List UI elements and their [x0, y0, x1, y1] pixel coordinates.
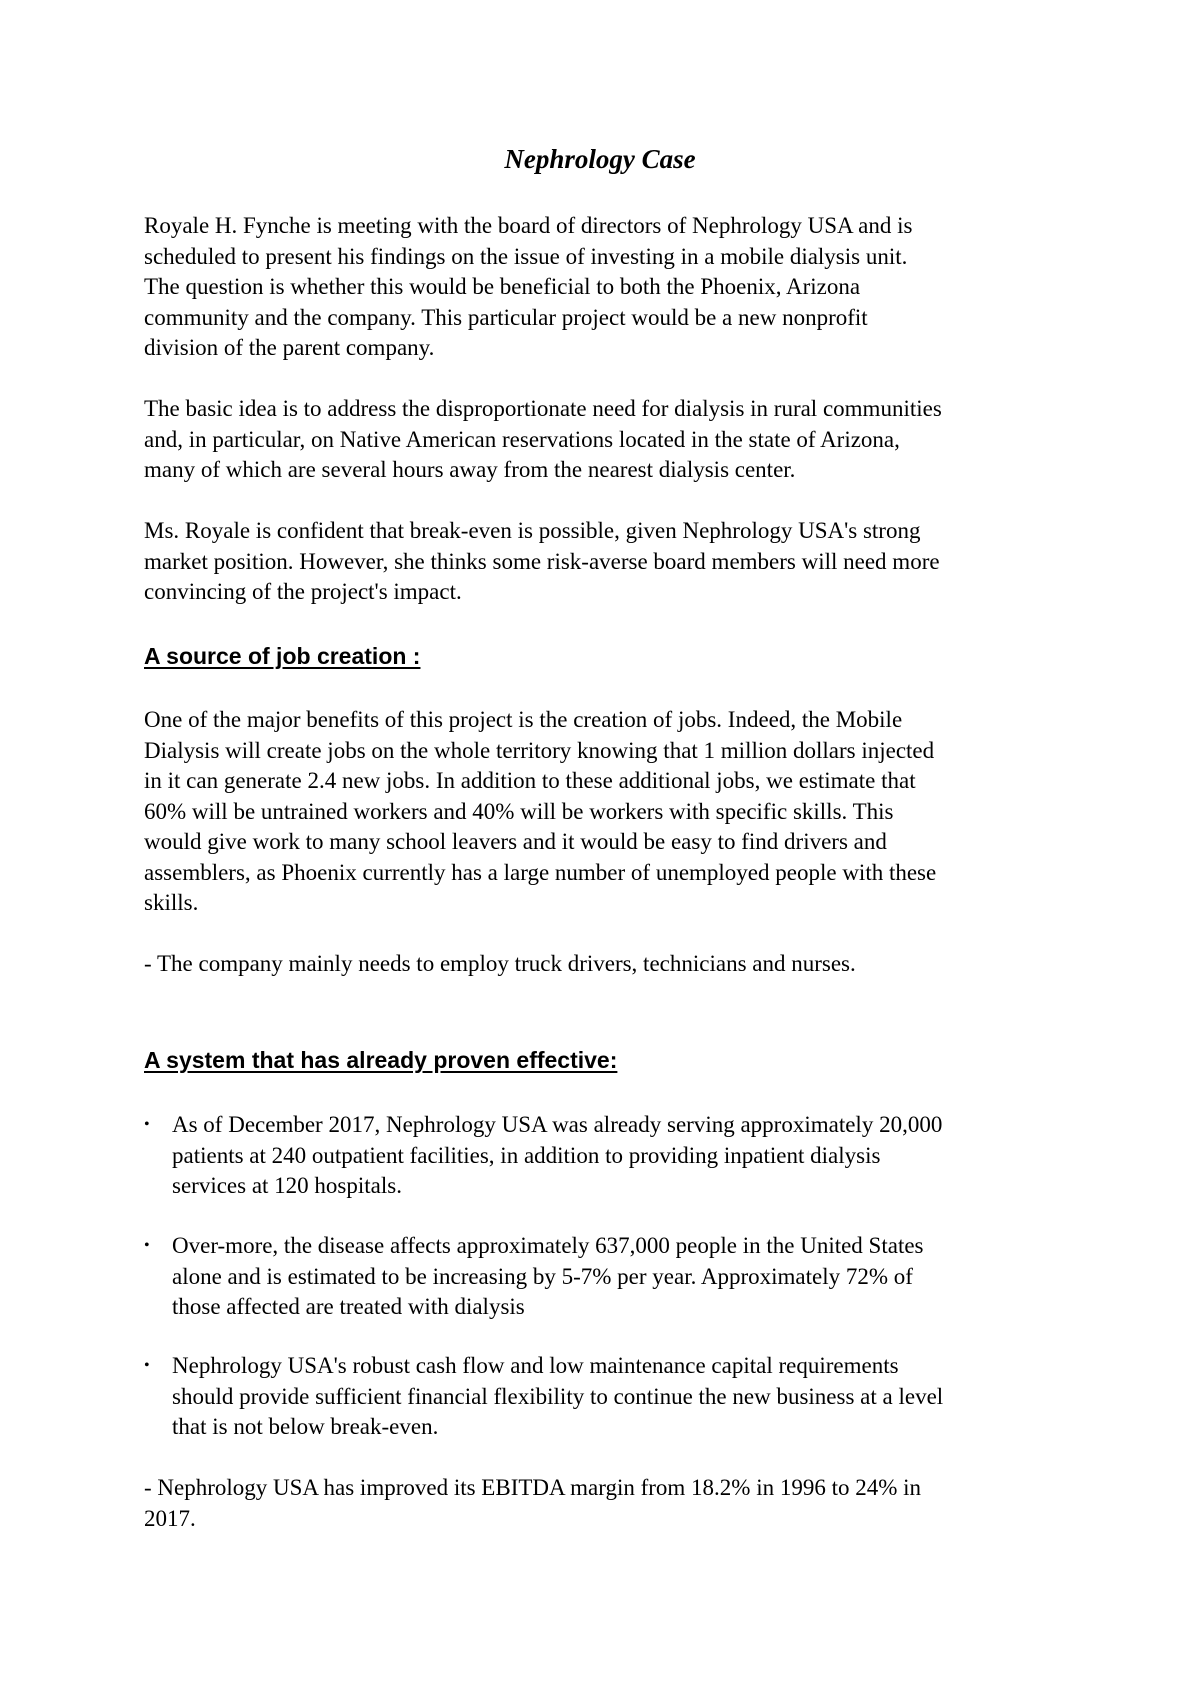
jobs-line: would give work to many school leavers and it would be easy to find drivers and — [144, 829, 887, 854]
break-even-line: market position. However, she thinks some risk-averse board members will need more — [144, 548, 940, 574]
bullet-line: should provide sufficient financial flexibility to continue the new business at a level — [172, 1383, 944, 1409]
bullet-icon: • — [144, 1357, 150, 1374]
ebitda-note-line: 2017. — [144, 1505, 196, 1531]
intro-line: The question is whether this would be beneficial to both the Phoenix, Arizona — [144, 274, 861, 299]
jobs-line: One of the major benefits of this project is the creation of jobs. Indeed, the Mobile — [144, 707, 903, 732]
intro-line: Royale H. Fynche is meeting with the board of directors of Nephrology USA and is — [144, 213, 913, 238]
bullet-line: As of December 2017, Nephrology USA was already serving approximately 20,000 — [172, 1112, 943, 1137]
jobs-line: Dialysis will create jobs on the whole territory knowing that 1 million dollars injected — [144, 737, 935, 763]
break-even-paragraph — [144, 516, 1079, 608]
bullet-text — [172, 1110, 942, 1202]
jobs-note — [144, 949, 1079, 980]
jobs-note-line: - The company mainly needs to employ truck drivers, technicians and nurses. — [144, 951, 856, 976]
bullet-line: patients at 240 outpatient facilities, in addition to providing inpatient dialysis — [172, 1142, 881, 1168]
jobs-line: 60% will be untrained workers and 40% will be workers with specific skills. This — [144, 798, 894, 824]
basic-idea-line: The basic idea is to address the disproportionate need for dialysis in rural communities — [144, 396, 942, 421]
break-even-line: Ms. Royale is confident that break-even is possible, given Nephrology USA's strong — [144, 518, 921, 543]
intro-line: community and the company. This particular project would be a new nonprofit — [144, 304, 868, 330]
basic-idea-line: many of which are several hours away from the nearest dialysis center. — [144, 457, 796, 482]
jobs-line: assemblers, as Phoenix currently has a large number of unemployed people with these — [144, 859, 937, 885]
section-heading-system: A system that has already proven effective: — [144, 1047, 618, 1073]
bullet-line: Over-more, the disease affects approximately 637,000 people in the United States — [172, 1233, 924, 1258]
basic-idea-paragraph — [144, 394, 1079, 486]
bullet-text — [172, 1351, 943, 1443]
break-even-line: convincing of the project's impact. — [144, 579, 462, 604]
bullet-line: those affected are treated with dialysis — [172, 1294, 525, 1319]
bullet-line: alone and is estimated to be increasing by 5-7% per year. Approximately 72% of — [172, 1263, 913, 1289]
intro-paragraph — [144, 211, 1079, 364]
bullet-icon: • — [144, 1237, 150, 1254]
jobs-line: skills. — [144, 890, 199, 915]
bullet-line: that is not below break-even. — [172, 1414, 439, 1439]
intro-line: division of the parent company. — [144, 335, 435, 360]
bullet-line: services at 120 hospitals. — [172, 1173, 402, 1198]
jobs-line: in it can generate 2.4 new jobs. In addition to these additional jobs, we estimate that — [144, 768, 916, 793]
ebitda-note-line: - Nephrology USA has improved its EBITDA margin from 18.2% in 1996 to 24% in — [144, 1475, 922, 1500]
ebitda-note — [144, 1473, 1079, 1534]
bullet-text — [172, 1231, 924, 1323]
bullet-icon: • — [144, 1116, 150, 1133]
document-title: Nephrology Case — [504, 144, 696, 174]
basic-idea-line: and, in particular, on Native American reservations located in the state of Arizona, — [144, 426, 900, 452]
bullet-line: Nephrology USA's robust cash flow and low maintenance capital requirements — [172, 1353, 899, 1378]
section-heading-jobs: A source of job creation : — [144, 643, 421, 669]
intro-line: scheduled to present his findings on the issue of investing in a mobile dialysis unit. — [144, 243, 908, 269]
jobs-paragraph — [144, 705, 1079, 919]
